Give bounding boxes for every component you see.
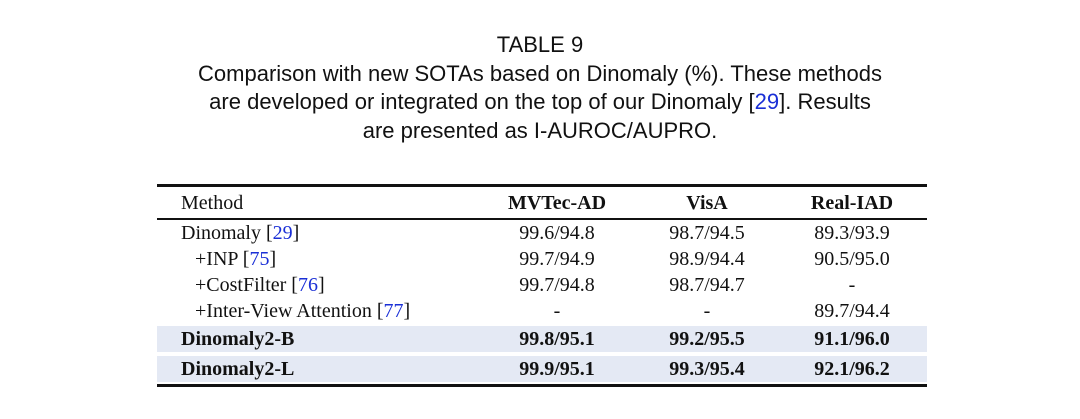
method-label: +Inter-View Attention (195, 299, 377, 322)
header-real-iad: Real-IAD (810, 192, 894, 214)
caption-label: TABLE 9 (496, 32, 584, 57)
method-label: Dinomaly (181, 221, 266, 244)
caption-line-3: are presented as I-AUROC/AUPRO. (362, 117, 718, 143)
method-label: +CostFilter (195, 273, 292, 296)
method-name: +Inter-View Attention [77] (195, 299, 411, 322)
mvtec-value: 99.9/95.1 (519, 357, 595, 380)
table-row (157, 298, 927, 324)
table-row (157, 220, 927, 246)
method-name: Dinomaly2-B (181, 327, 295, 350)
real-iad-value: 89.3/93.9 (814, 221, 890, 244)
table-row (157, 246, 927, 272)
highlighted-table-row (157, 356, 927, 382)
header-visa: VisA (686, 192, 728, 214)
real-iad-value: - (848, 273, 856, 296)
visa-value: 99.3/95.4 (669, 357, 745, 380)
real-iad-value: 92.1/96.2 (814, 357, 890, 380)
method-name: Dinomaly2-L (181, 357, 295, 380)
comparison-table (157, 184, 927, 387)
caption-line-2 (0, 88, 1080, 117)
table-header-row (157, 189, 927, 218)
real-iad-value: 89.7/94.4 (814, 299, 890, 322)
caption-line-1: Comparison with new SOTAs based on Dinomaly (%). These methods (198, 60, 882, 86)
top-rule (157, 184, 927, 187)
bottom-rule (157, 384, 927, 387)
mvtec-value: 99.7/94.8 (519, 273, 595, 296)
header-method: Method (181, 192, 244, 214)
citation-link[interactable]: 75 (249, 247, 270, 270)
mvtec-value: 99.8/95.1 (519, 327, 595, 350)
visa-value: 98.7/94.7 (669, 273, 745, 296)
visa-value: 99.2/95.5 (669, 327, 745, 350)
real-iad-value: 90.5/95.0 (814, 247, 890, 270)
table-caption (0, 31, 1080, 145)
mvtec-value: 99.6/94.8 (519, 221, 595, 244)
mvtec-value: 99.7/94.9 (519, 247, 595, 270)
method-label: +INP (195, 247, 243, 270)
caption-line-2-text: are developed or integrated on the top of our Dinomaly [ (209, 89, 755, 114)
citation-link[interactable]: 29 (272, 221, 293, 244)
real-iad-value: 91.1/96.0 (814, 327, 890, 350)
citation-link[interactable]: 29 (754, 89, 780, 114)
method-name: +CostFilter [76] (195, 273, 325, 296)
highlighted-table-row (157, 326, 927, 352)
caption-line-2-end: ]. Results (779, 89, 871, 114)
visa-value: 98.9/94.4 (669, 247, 745, 270)
header-mvtec-ad: MVTec-AD (507, 192, 607, 214)
visa-value: - (703, 299, 711, 322)
method-name: Dinomaly [29] (181, 221, 300, 244)
mvtec-value: - (553, 299, 561, 322)
table-row (157, 272, 927, 298)
citation-link[interactable]: 77 (383, 299, 404, 322)
visa-value: 98.7/94.5 (669, 221, 745, 244)
method-name: +INP [75] (195, 247, 277, 270)
citation-link[interactable]: 76 (297, 273, 318, 296)
